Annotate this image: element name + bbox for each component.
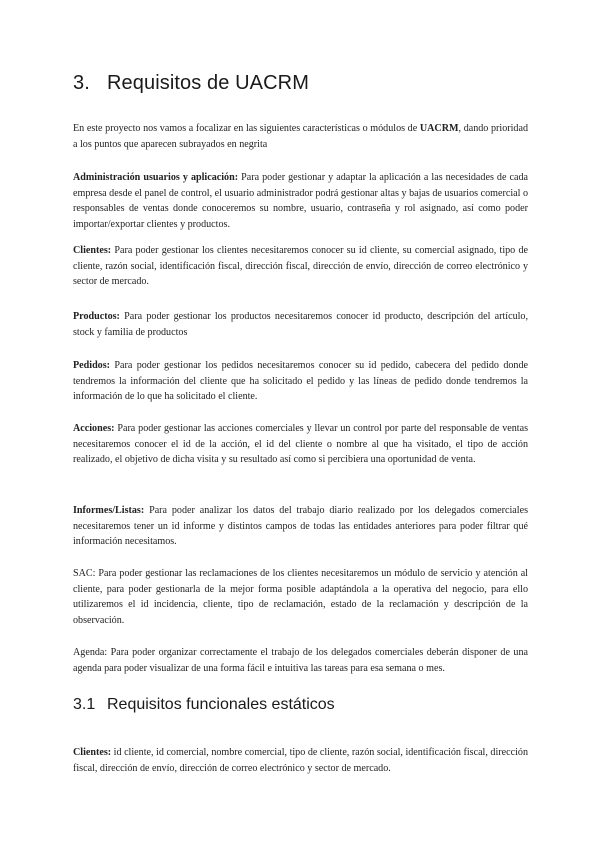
admin-paragraph: [73, 170, 528, 232]
subsection-number: 3.1: [73, 696, 96, 713]
productos-label: Productos:: [73, 311, 120, 322]
agenda-paragraph: [73, 645, 528, 676]
pedidos-paragraph: [73, 358, 528, 405]
acciones-label: Acciones:: [73, 423, 115, 434]
acciones-text: Para poder gestionar las acciones comerciales y llevar un control por parte del responsable de ventas necesitaremos conocer el id de la acción, el id del cliente o nombre al que ha visitado, el tipo de acción realizado, el objetivo de dicha visita y su resultado así como si percibiera una oportunidad de venta.: [73, 423, 528, 466]
admin-label: Administración usuarios y aplicación:: [73, 172, 239, 183]
intro-text-after: , dando prioridad a los puntos que aparecen subrayados en negrita: [73, 123, 528, 150]
static-clientes-paragraph: [73, 745, 528, 776]
clientes-text: Para poder gestionar los clientes necesitaremos conocer su id cliente, su comercial asignado, tipo de cliente, razón social, identificación fiscal, dirección fiscal, dirección de envío, dirección de correo electrónico y sector de mercado.: [73, 245, 528, 288]
sac-paragraph: [73, 566, 528, 628]
clientes-label: Clientes:: [73, 245, 112, 256]
intro-text-before: En este proyecto nos vamos a focalizar en las siguientes características o módulos de: [73, 123, 420, 134]
intro-bold-term: UACRM: [419, 123, 459, 134]
admin-text: Para poder gestionar y adaptar la aplicación a las necesidades de cada empresa desde el panel de control, el usuario administrador podrá gestionar altas y bajas de usuarios comercial o responsables de ventas donde conoceremos su nombre, usuario, contraseña y rol asignado, así como poder importar/exportar clientes y productos.: [73, 172, 528, 230]
acciones-paragraph: [73, 421, 528, 468]
productos-paragraph: [73, 309, 528, 340]
agenda-text: Agenda: Para poder organizar correctamente el trabajo de los delegados comerciales deberán disponer de una agenda para poder visualizar de una forma fácil e intuitiva las tareas para esa semana o mes.: [73, 647, 528, 674]
section-title: Requisitos de UACRM: [107, 72, 309, 94]
informes-text: Para poder analizar los datos del trabajo diario realizado por los delegados comerciales necesitaremos tener un id informe y distintos campos de todas las entidades anteriores para poder filtrar qué información necesitamos.: [73, 505, 528, 548]
pedidos-label: Pedidos:: [73, 360, 111, 371]
informes-label: Informes/Listas:: [73, 505, 145, 516]
section-number: 3.: [73, 72, 90, 94]
informes-paragraph: [73, 503, 528, 550]
productos-text: Para poder gestionar los productos necesitaremos conocer id producto, descripción del artículo, stock y familia de productos: [73, 311, 528, 338]
pedidos-text: Para poder gestionar los pedidos necesitaremos conocer su id pedido, cabecera del pedido donde tendremos la información del cliente que ha solicitado el pedido y las líneas de pedido donde tendremos la información de lo que ha solicitado el cliente.: [73, 360, 528, 403]
clientes-paragraph: [73, 243, 528, 290]
static-clientes-text: id cliente, id comercial, nombre comercial, tipo de cliente, razón social, identificación fiscal, dirección fiscal, dirección de envío, dirección de correo electrónico y sector de mercado.: [73, 747, 528, 774]
section-heading: [73, 72, 309, 95]
intro-paragraph: [73, 121, 528, 152]
subsection-heading: [73, 696, 335, 714]
sac-text: SAC: Para poder gestionar las reclamaciones de los clientes necesitaremos un módulo de servicio y atención al cliente, para poder gestionarla de la mejor forma posible adaptándola a la operativa del negocio, para ello utilizaremos el id incidencia, cliente, tipo de reclamación, estado de la reclamación y descripción de la observación.: [73, 568, 528, 626]
subsection-title: Requisitos funcionales estáticos: [107, 696, 335, 713]
static-clientes-label: Clientes:: [73, 747, 112, 758]
